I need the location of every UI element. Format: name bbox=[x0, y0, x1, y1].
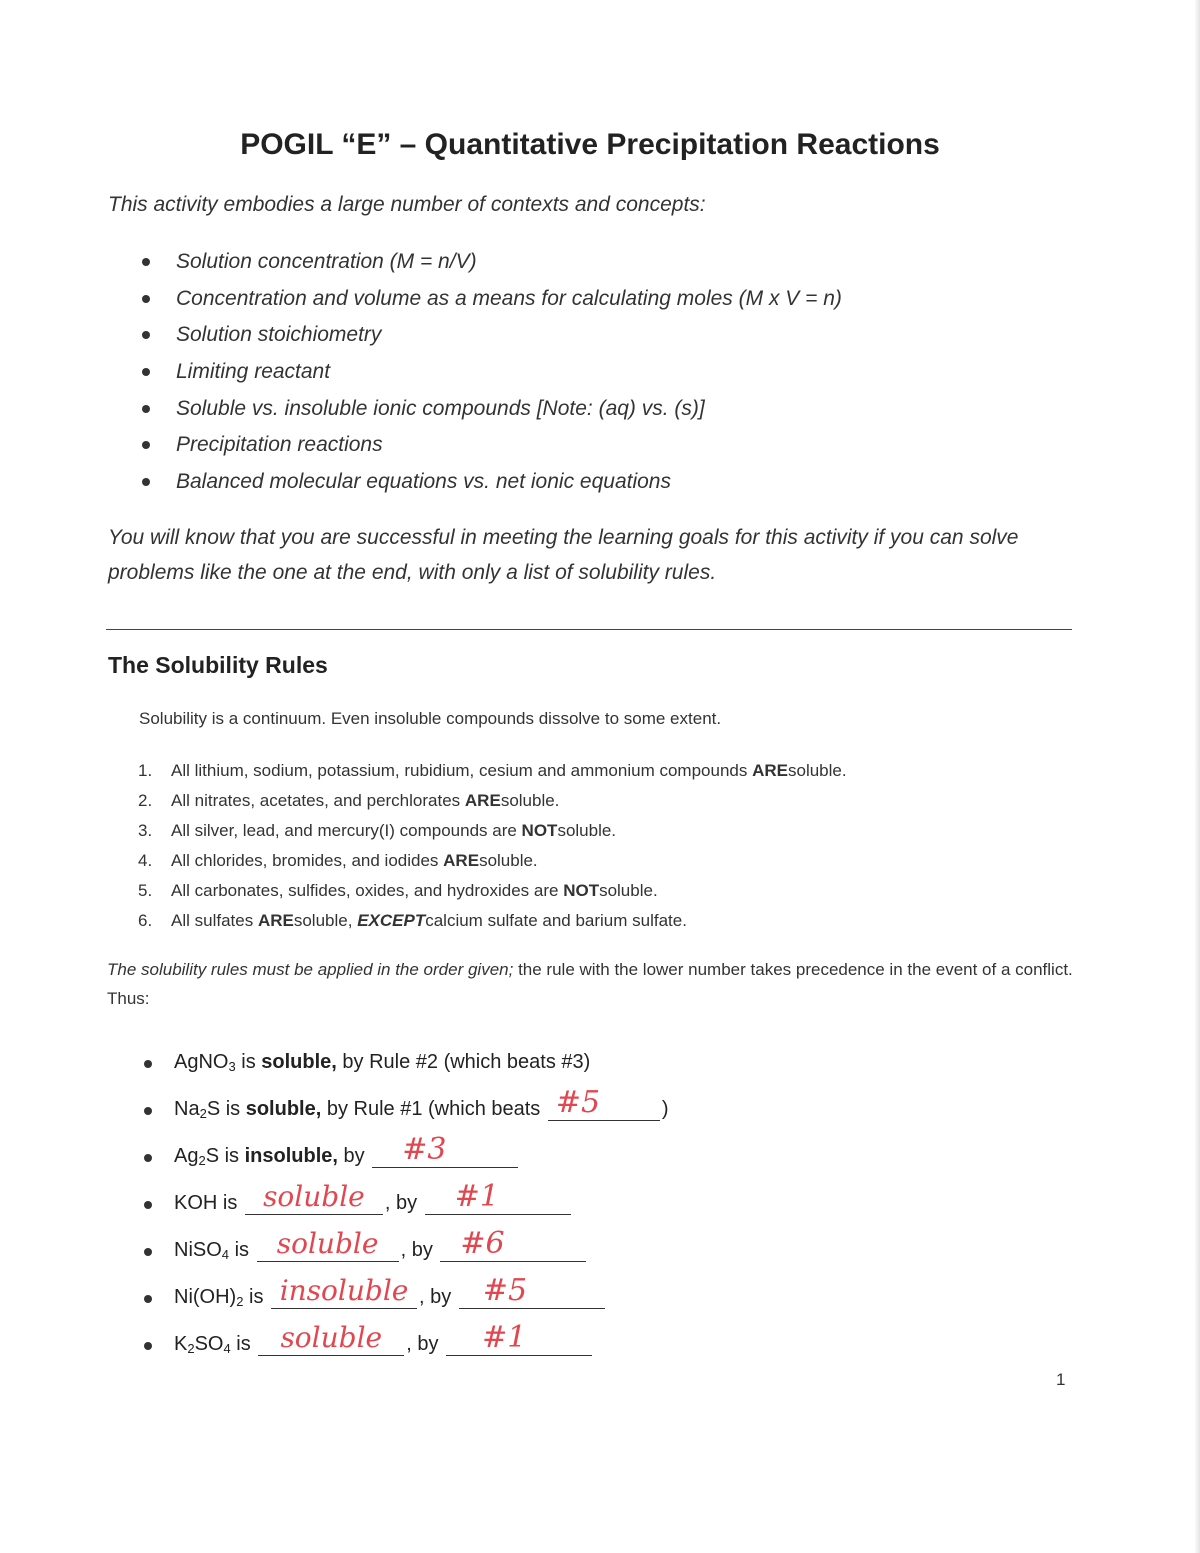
scan-edge-shadow bbox=[1194, 0, 1200, 1553]
bullet-icon bbox=[142, 368, 150, 376]
learning-goal-text: You will know that you are successful in meeting the learning goals for this activity if you can solve problems like the one at the end, with only a list of solubility rules. bbox=[108, 526, 1019, 584]
answer-blank[interactable] bbox=[425, 1179, 571, 1215]
example-item: Na $_2$ S is soluble, by Rule #1 (which beats #5 ) bbox=[140, 1074, 669, 1121]
list-item: Limiting reactant bbox=[138, 354, 842, 391]
answer-blank[interactable] bbox=[440, 1226, 586, 1262]
rule-item: 6. All sulfates ARE soluble, EXCEPT calcium sulfate and barium sulfate. bbox=[138, 911, 687, 930]
section-heading: The Solubility Rules bbox=[108, 652, 328, 678]
handwritten-answer: insoluble bbox=[279, 1274, 409, 1307]
handwritten-answer: soluble bbox=[276, 1227, 379, 1260]
bullet-icon bbox=[142, 441, 150, 449]
bullet-icon bbox=[142, 478, 150, 486]
list-item: Precipitation reactions bbox=[138, 427, 842, 464]
intro-text: This activity embodies a large number of contexts and concepts: bbox=[108, 193, 706, 216]
bullet-icon bbox=[142, 295, 150, 303]
list-item: Solution concentration (M = n/V) bbox=[138, 244, 842, 281]
bullet-icon bbox=[142, 258, 150, 266]
handwritten-answer: soluble bbox=[280, 1321, 383, 1354]
rule-item: 3. All silver, lead, and mercury(I) compounds are NOT soluble. bbox=[138, 821, 617, 840]
answer-blank[interactable] bbox=[271, 1274, 417, 1309]
handwritten-answer: #5 bbox=[555, 1085, 601, 1120]
rule-item: 5. All carbonates, sulfides, oxides, and hydroxides are NOT soluble. bbox=[138, 881, 658, 900]
answer-blank[interactable] bbox=[548, 1085, 660, 1121]
example-item: Ni(OH) $_2$ is insoluble , by #5 bbox=[140, 1262, 669, 1309]
examples-list bbox=[140, 1027, 669, 1356]
list-item: Solution stoichiometry bbox=[138, 317, 842, 354]
solubility-rules-list bbox=[138, 756, 847, 936]
bullet-icon bbox=[144, 1295, 152, 1303]
answer-blank[interactable] bbox=[372, 1132, 518, 1168]
answer-blank[interactable] bbox=[459, 1273, 605, 1309]
example-item: NiSO $_4$ is soluble , by #6 bbox=[140, 1215, 669, 1262]
order-note: The solubility rules must be applied in the order given; the rule with the lower number takes precedence in the event of a conflict. Thus: bbox=[107, 960, 1073, 1008]
bullet-icon bbox=[144, 1154, 152, 1162]
bullet-icon bbox=[144, 1060, 152, 1068]
example-item: Ag $_2$ S is insoluble, by #3 bbox=[140, 1121, 669, 1168]
bullet-icon bbox=[142, 405, 150, 413]
bullet-icon bbox=[144, 1107, 152, 1115]
page-title: POGIL “E” – Quantitative Precipitation Reactions bbox=[240, 128, 940, 161]
list-item: Balanced molecular equations vs. net ionic equations bbox=[138, 464, 842, 501]
list-item: Soluble vs. insoluble ionic compounds [Note: (aq) vs. (s)] bbox=[138, 390, 842, 427]
answer-blank[interactable] bbox=[257, 1227, 399, 1262]
handwritten-answer: #1 bbox=[454, 1179, 499, 1214]
example-item: K $_2$ SO $_4$ is soluble , by #1 bbox=[140, 1309, 669, 1356]
continuum-text: Solubility is a continuum. Even insoluble compounds dissolve to some extent. bbox=[139, 709, 722, 728]
bullet-icon bbox=[144, 1201, 152, 1209]
answer-blank[interactable] bbox=[245, 1180, 383, 1215]
handwritten-answer: #3 bbox=[402, 1132, 447, 1167]
handwritten-answer: soluble bbox=[263, 1180, 365, 1213]
handwritten-answer: #1 bbox=[482, 1320, 527, 1355]
page-number: 1 bbox=[1056, 1370, 1066, 1389]
rule-item: 1. All lithium, sodium, potassium, rubidium, cesium and ammonium compounds ARE soluble. bbox=[138, 761, 847, 780]
answer-blank[interactable] bbox=[258, 1321, 404, 1356]
example-item: KOH is soluble , by #1 bbox=[140, 1168, 669, 1215]
answer-blank[interactable] bbox=[446, 1320, 592, 1356]
bullet-icon bbox=[144, 1248, 152, 1256]
section-divider bbox=[106, 629, 1072, 630]
rule-item: 2. All nitrates, acetates, and perchlorates ARE soluble. bbox=[138, 791, 560, 810]
rule-item: 4. All chlorides, bromides, and iodides ARE soluble. bbox=[138, 851, 538, 870]
handwritten-answer: #5 bbox=[482, 1273, 528, 1308]
bullet-icon bbox=[144, 1342, 152, 1350]
example-item: AgNO $_3$ is soluble, by Rule #2 (which beats #3) bbox=[140, 1027, 669, 1074]
list-item: Concentration and volume as a means for calculating moles (M x V = n) bbox=[138, 281, 842, 318]
concept-list bbox=[138, 244, 842, 500]
bullet-icon bbox=[142, 331, 150, 339]
handwritten-answer: #6 bbox=[460, 1226, 505, 1261]
